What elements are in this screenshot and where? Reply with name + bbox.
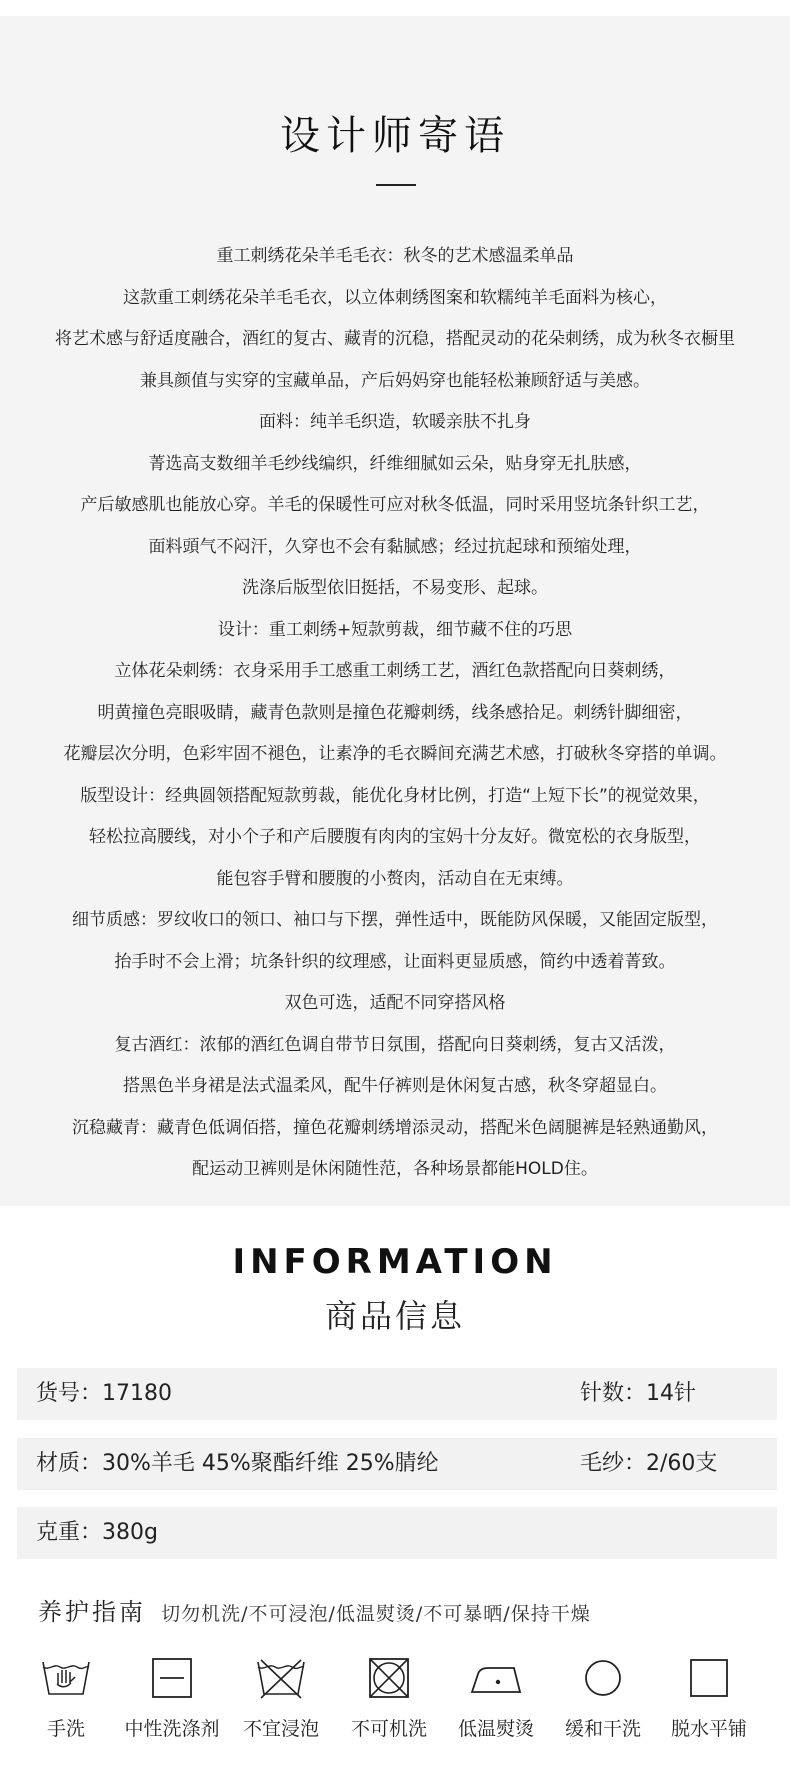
information-header xyxy=(0,1238,790,1342)
note-line: 菁选高支数细羊毛纱线编织，纤维细腻如云朵，贴身穿无扎肤感， xyxy=(148,453,642,474)
note-line: 洗涤后版型依旧挺括，不易变形、起球。 xyxy=(242,578,548,598)
spec-item-number: 货号：17180 xyxy=(36,1381,172,1406)
note-line: 面料：纯羊毛织造，软暖亲肤不扎身 xyxy=(259,412,531,432)
spec-row-item-number xyxy=(17,1368,777,1420)
spec-weight: 克重：380g xyxy=(36,1520,158,1545)
care-item-no-machine-wash xyxy=(334,1656,444,1741)
dry-flat-icon xyxy=(687,1656,731,1700)
care-guide-title: 养护指南 xyxy=(38,1598,146,1626)
note-line: 搭黑色半身裙是法式温柔风，配牛仔裤则是休闲复古感，秋冬穿超显白。 xyxy=(123,1076,667,1096)
care-item-do-not-soak xyxy=(226,1656,336,1741)
care-label-hand-wash: 手洗 xyxy=(46,1718,85,1740)
title-divider xyxy=(376,184,416,186)
neutral-detergent-icon xyxy=(150,1656,194,1700)
note-line: 设计：重工刺绣+短款剪裁，细节藏不住的巧思 xyxy=(217,619,573,640)
care-label-low-temp-iron: 低温熨烫 xyxy=(457,1718,534,1740)
spec-yarn: 毛纱：2/60支 xyxy=(580,1451,718,1476)
note-line: 能包容手臂和腰腹的小赘肉，活动自在无束缚。 xyxy=(216,868,574,889)
low-temp-iron-icon xyxy=(468,1656,524,1700)
do-not-soak-icon xyxy=(255,1656,307,1700)
note-line: 明黄撞色亮眼吸睛，藏青色款则是撞色花瓣刺绣，线条感拾足。刺绣针脚细密， xyxy=(97,702,693,723)
care-guide-line xyxy=(38,1592,591,1627)
note-line: 配运动卫裤则是休闲随性范，各种场景都能HOLD住。 xyxy=(192,1159,598,1179)
note-line: 产后敏感肌也能放心穿。羊毛的保暖性可应对秋冬低温，同时采用竖坑条针织工艺， xyxy=(80,495,710,515)
no-machine-wash-icon xyxy=(367,1656,411,1700)
note-line: 立体花朵刺绣：衣身采用手工感重工刺绣工艺，酒红色款搭配向日葵刺绣， xyxy=(114,661,676,681)
designer-note-section xyxy=(0,16,790,1206)
note-line: 沉稳藏青：藏青色低调佰搭，撞色花瓣刺绣增添灵动，搭配米色阔腿裤是轻熟通勤风， xyxy=(72,1117,718,1138)
designer-note-title: 设计师寄语 xyxy=(280,113,510,159)
care-item-hand-wash xyxy=(11,1656,121,1741)
gentle-dry-icon xyxy=(581,1656,625,1700)
care-item-dry-flat xyxy=(654,1656,764,1741)
care-item-low-temp-iron xyxy=(441,1656,551,1741)
care-label-dry-flat: 脱水平铺 xyxy=(670,1718,747,1740)
spec-row-material xyxy=(17,1438,777,1490)
information-title-en: INFORMATION xyxy=(232,1242,558,1282)
care-label-gentle-dry-clean: 缓和干洗 xyxy=(564,1718,641,1740)
note-line: 面料頭气不闷汗，久穿也不会有黏腻感；经过抗起球和预缩处理， xyxy=(148,536,642,557)
care-label-do-not-soak: 不宜浸泡 xyxy=(242,1718,319,1740)
top-strip xyxy=(0,0,790,16)
care-item-gentle-dry-clean xyxy=(548,1656,658,1741)
care-label-no-machine-wash: 不可机洗 xyxy=(350,1718,427,1740)
note-line: 重工刺绣花朵羊毛毛衣：秋冬的艺术感温柔单品 xyxy=(216,246,574,266)
spec-material: 材质：30%羊毛 45%聚酯纤维 25%腈纶 xyxy=(36,1451,439,1476)
care-icons-row xyxy=(0,1656,790,1766)
note-line: 轻松拉高腰线，对小个子和产后腰腹有肉肉的宝妈十分友好。微宽松的衣身版型， xyxy=(89,827,701,847)
spec-row-weight xyxy=(17,1507,777,1559)
note-line: 兼具颜值与实穿的宝藏单品，产后妈妈穿也能轻松兼顾舒适与美感。 xyxy=(140,370,650,391)
designer-note-body xyxy=(0,236,790,1191)
note-line: 花瓣层次分明，色彩牢固不褪色，让素净的毛衣瞬间充满艺术感，打破秋冬穿搭的单调。 xyxy=(63,744,727,764)
note-line: 版型设计：经典圆领搭配短款剪裁，能优化身材比例，打造“上短下长”的视觉效果， xyxy=(80,785,710,806)
note-line: 细节质感：罗纹收口的领口、袖口与下摆，弹性适中，既能防风保暖，又能固定版型， xyxy=(72,910,718,930)
hand-wash-icon xyxy=(40,1656,92,1700)
note-line: 复古酒红：浓郁的酒红色调自带节日氛围，搭配向日葵刺绣，复古又活泼， xyxy=(114,1034,676,1055)
note-line: 抬手时不会上滑；坑条针织的纹理感，让面料更显质感，简约中透着菁致。 xyxy=(114,951,676,972)
care-guide-description: 切勿机洗/不可浸泡/低温熨烫/不可暴晒/保持干燥 xyxy=(161,1603,591,1625)
care-item-neutral-detergent xyxy=(117,1656,227,1741)
note-line: 这款重工刺绣花朵羊毛毛衣，以立体刺绣图案和软糯纯羊毛面料为核心， xyxy=(123,287,667,308)
information-title-cn: 商品信息 xyxy=(324,1297,465,1335)
note-line: 双色可选，适配不同穿搭风格 xyxy=(284,993,506,1013)
spec-gauge: 针数：14针 xyxy=(580,1381,696,1406)
note-line: 将艺术感与舒适度融合，酒红的复古、藏青的沉稳，搭配灵动的花朵刺绣，成为秋冬衣橱里 xyxy=(55,329,735,349)
care-label-neutral-detergent: 中性洗涤剂 xyxy=(124,1718,220,1740)
